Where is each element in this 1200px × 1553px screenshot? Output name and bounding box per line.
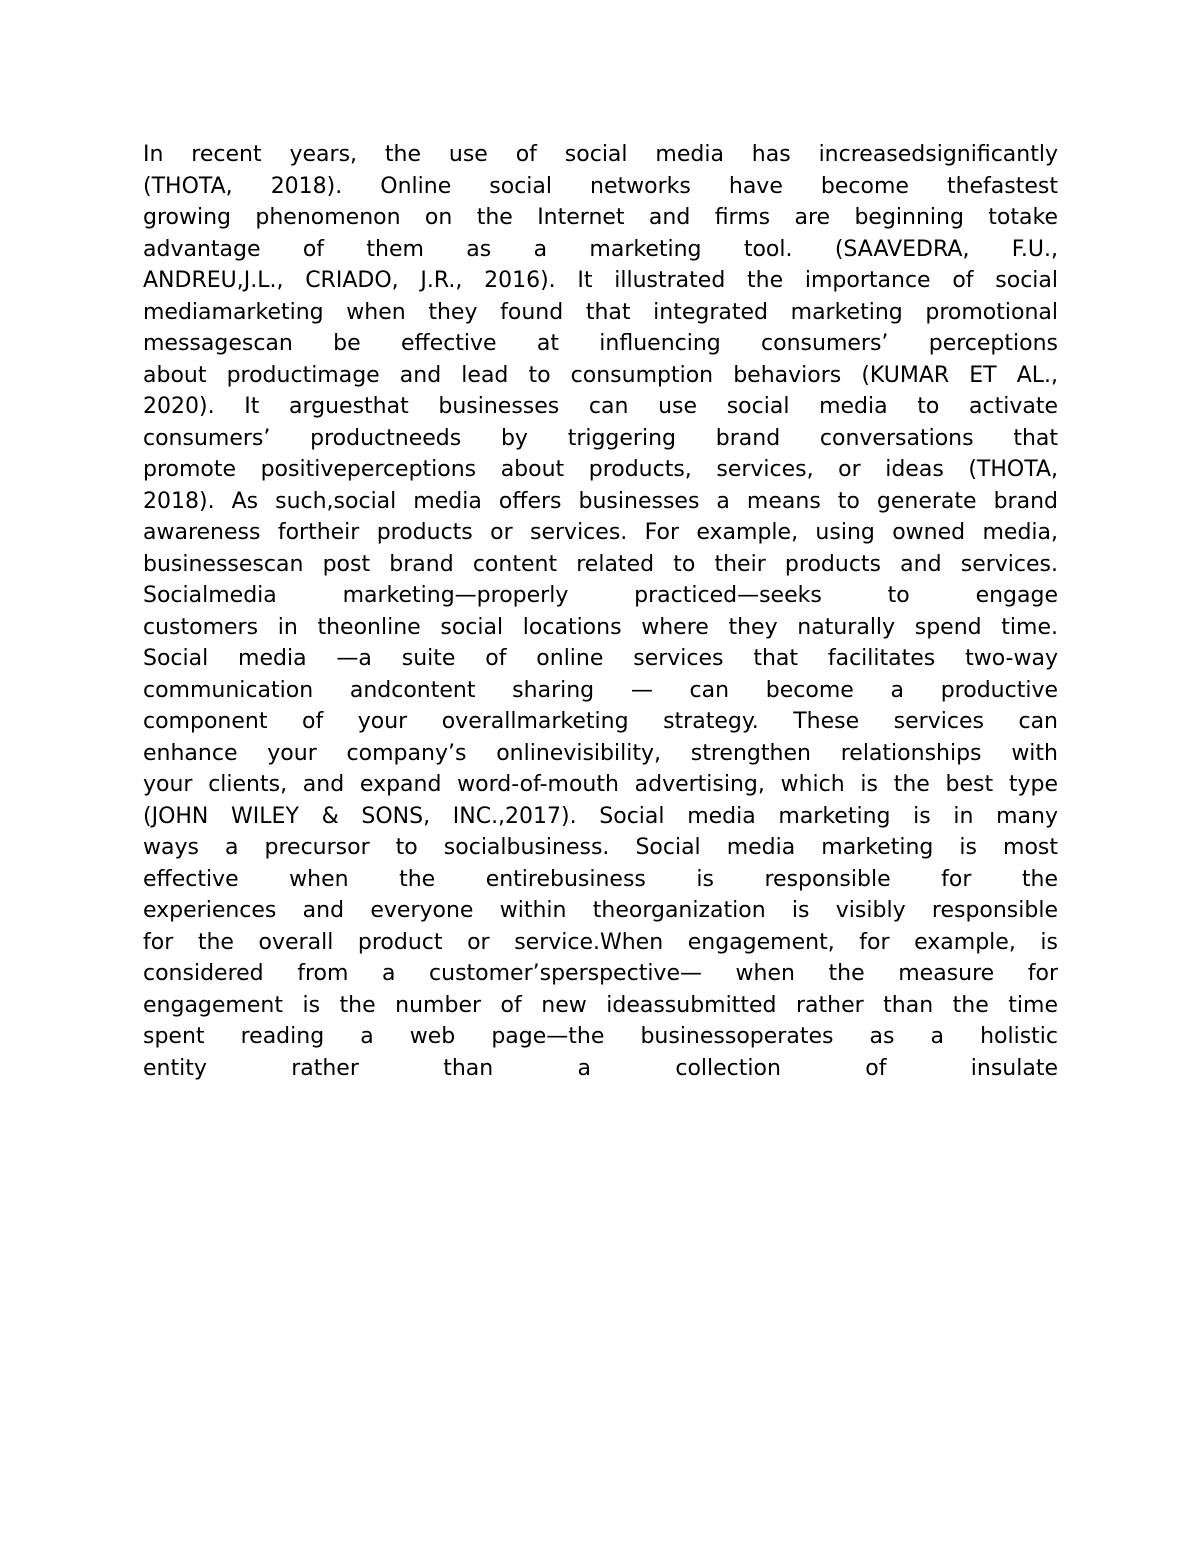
text-line-27: considered from a customer’sperspective— when the measure for [143, 961, 1058, 986]
text-line-2: (THOTA, 2018). Online social networks have become thefastest [143, 173, 1058, 199]
text-line-28: engagement is the number of new ideassubmitted rather than the time [143, 992, 1058, 1018]
text-line-30: entity rather than a collection of insulate [143, 1055, 1058, 1081]
text-line-26: for the overall product or service.When engagement, for example, is [143, 929, 1058, 955]
text-line-20: enhance your company’s onlinevisibility, strengthen relationships with [143, 740, 1058, 766]
text-line-14: businessescan post brand content related to their products and services. [143, 551, 1058, 577]
text-line-9: 2020). It arguesthat businesses can use social media to activate [143, 394, 1058, 419]
text-line-13: awareness fortheir products or services. For example, using owned media, [143, 520, 1058, 545]
text-line-19: component of your overallmarketing strategy. These services can [143, 709, 1058, 734]
text-line-17: Social media —a suite of online services that facilitates two-way [143, 646, 1058, 671]
text-line-10: consumers’ productneeds by triggering brand conversations that [143, 425, 1058, 451]
text-line-11: promote positiveperceptions about products, services, or ideas (THOTA, [143, 457, 1058, 482]
text-line-1: In recent years, the use of social media has increasedsignificantly [143, 142, 1058, 167]
text-line-24: effective when the entirebusiness is responsible for the [143, 866, 1058, 892]
text-line-25: experiences and everyone within theorganization is visibly responsible [143, 898, 1058, 923]
text-line-22: (JOHN WILEY & SONS, INC.,2017). Social media marketing is in many [143, 803, 1058, 829]
text-line-7: messagescan be effective at influencing consumers’ perceptions [143, 331, 1058, 356]
text-line-12: 2018). As such,social media offers businesses a means to generate brand [143, 488, 1058, 514]
text-line-18: communication andcontent sharing — can become a productive [143, 677, 1058, 703]
body-paragraph [143, 139, 1058, 1084]
text-line-4: advantage of them as a marketing tool. (SAAVEDRA, F.U., [143, 236, 1058, 262]
text-line-23: ways a precursor to socialbusiness. Social media marketing is most [143, 835, 1058, 860]
text-line-3: growing phenomenon on the Internet and firms are beginning totake [143, 205, 1058, 230]
text-line-8: about productimage and lead to consumption behaviors (KUMAR ET AL., [143, 362, 1058, 388]
text-line-29: spent reading a web page—the businessoperates as a holistic [143, 1024, 1058, 1049]
text-line-5: ANDREU,J.L., CRIADO, J.R., 2016). It illustrated the importance of social [143, 268, 1058, 293]
text-line-6: mediamarketing when they found that integrated marketing promotional [143, 299, 1058, 325]
text-line-21: your clients, and expand word-of-mouth advertising, which is the best type [143, 772, 1058, 797]
text-line-16: customers in theonline social locations where they naturally spend time. [143, 614, 1058, 640]
text-line-15: Socialmedia marketing—properly practiced—seeks to engage [143, 583, 1058, 608]
